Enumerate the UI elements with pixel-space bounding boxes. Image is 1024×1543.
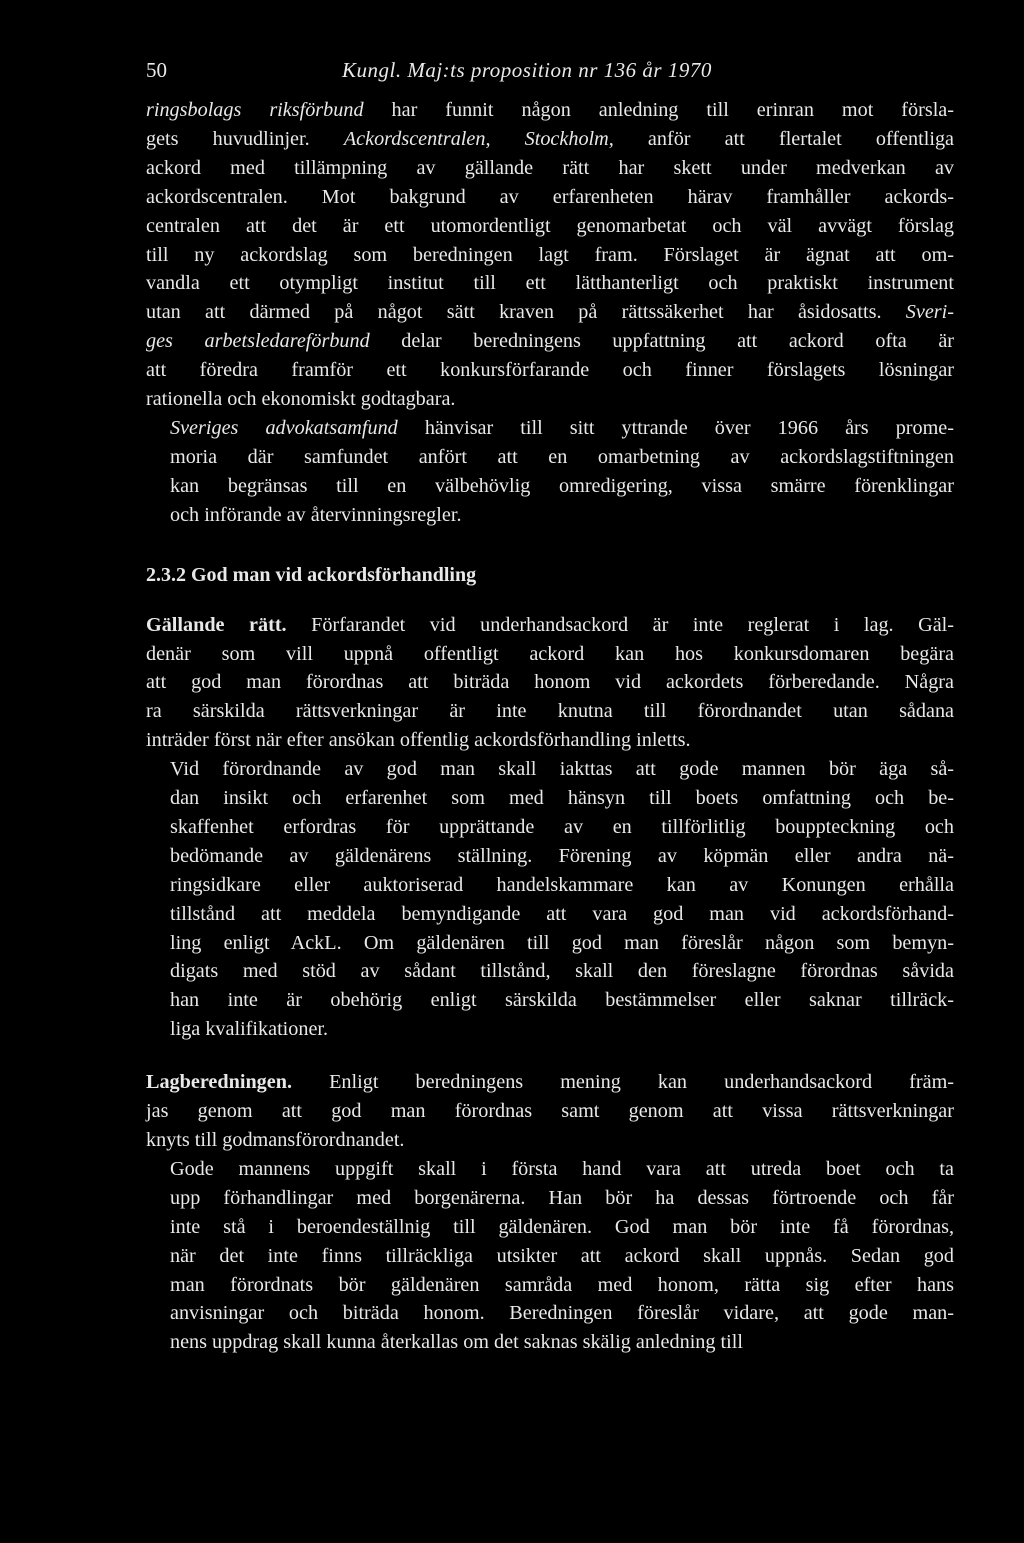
section-heading: 2.3.2 God man vid ackordsförhandling (146, 563, 477, 586)
paragraph (146, 1155, 954, 1357)
paragraph (146, 414, 954, 530)
text-line (146, 96, 954, 125)
text-run: och införande av återvinningsregler. (170, 503, 462, 526)
text-run: upp förhandlingar med borgenärerna. Han bör ha dessas förtroende och får (170, 1186, 954, 1209)
text-line (146, 414, 954, 443)
text-line (146, 443, 954, 472)
text-run: ling enligt AckL. Om gäldenären till god man föreslår någon som bemyn- (170, 931, 954, 954)
text-line (146, 1299, 954, 1328)
text-run: han inte är obehörig enligt särskilda bestämmelser eller saknar tillräck- (170, 989, 954, 1012)
text-line (146, 154, 954, 183)
text-run: har funnit någon anledning till erinran mot försla- (363, 99, 954, 121)
text-line (146, 726, 954, 755)
later-paragraphs (146, 1068, 954, 1357)
page-number: 50 (146, 58, 167, 82)
paragraph (146, 1068, 954, 1155)
text-run: att föredra framför ett konkursförfarande och finner förslagets lösningar (146, 359, 954, 382)
text-line (146, 1155, 954, 1184)
text-line (146, 212, 954, 241)
text-line (146, 1242, 954, 1271)
text-run: digats med stöd av sådant tillstånd, skall den föreslagne förordnas såvida (170, 960, 954, 983)
text-line (146, 755, 954, 784)
text-line (146, 327, 954, 356)
text-run: Förfarandet vid underhandsackord är inte reglerat i lag. Gäl- (286, 613, 954, 636)
publication-title: Kungl. Maj:ts proposition nr 136 år 1970 (342, 58, 712, 82)
text-line (146, 986, 954, 1015)
text-line (146, 298, 954, 327)
running-head (146, 52, 954, 88)
text-line (146, 611, 954, 640)
text-run: utan att därmed på något sätt kraven på rättssäkerhet har åsidosatts. (146, 301, 906, 324)
text-line (146, 1328, 954, 1357)
opening-paragraphs (146, 96, 954, 530)
text-line (146, 269, 954, 298)
text-run: vandla ett otympligt institut till ett lätthanterligt och praktiskt instrument (146, 272, 954, 295)
paragraph (146, 611, 954, 756)
paragraph-gap (146, 1044, 954, 1068)
text-line (146, 472, 954, 501)
paragraph (146, 96, 954, 414)
text-line (146, 1097, 954, 1126)
text-run: centralen att det är ett utomordentligt genomarbetat och väl avvägt förslag (146, 214, 954, 237)
italic-text: ringsbolags riksförbund (146, 99, 364, 121)
text-run: gets huvudlinjer. (146, 127, 344, 150)
section-paragraphs (146, 611, 954, 1045)
text-run: knyts till godmansförordnandet. (146, 1129, 405, 1151)
text-line (146, 501, 954, 530)
text-line (146, 241, 954, 270)
body-text (146, 96, 954, 1357)
text-line (146, 668, 954, 697)
italic-text: ges arbetsledareförbund (146, 330, 370, 353)
text-run: man förordnats bör gäldenären samråda med honom, rätta sig efter hans (170, 1273, 954, 1296)
text-run: bedömande av gäldenärens ställning. Förening av köpmän eller andra nä- (170, 844, 954, 867)
text-run: tillstånd att meddela bemyndigande att vara god man vid ackordsförhand- (170, 902, 954, 925)
text-run: Gode mannens uppgift skall i första hand vara att utreda boet och ta (170, 1157, 954, 1180)
text-run: inte stå i beroendeställnig till gäldenären. God man bör inte få förordnas, (170, 1215, 954, 1238)
text-line (146, 929, 954, 958)
text-run: kan begränsas till en välbehövlig omredigering, vissa smärre förenklingar (170, 474, 954, 497)
text-run: när det inte finns tillräckliga utsikter att ackord skall uppnås. Sedan god (170, 1244, 954, 1267)
text-line (146, 871, 954, 900)
text-run: delar beredningens uppfattning att ackord ofta är (369, 330, 954, 353)
text-run: till ny ackordslag som beredningen lagt fram. Förslaget är ägnat att om- (146, 243, 954, 266)
text-line (146, 842, 954, 871)
text-run: skaffenhet erfordras för upprättande av en tillförlitlig bouppteckning och (170, 815, 954, 838)
text-run: att god man förordnas att biträda honom vid ackordets förberedande. Några (146, 671, 954, 694)
text-line (146, 1213, 954, 1242)
italic-text: Sveri- (905, 301, 954, 324)
text-line (146, 1271, 954, 1300)
italic-text: Ackordscentralen, Stockholm, (343, 127, 614, 150)
text-run: liga kvalifikationer. (170, 1018, 329, 1041)
text-line (146, 1184, 954, 1213)
text-line (146, 813, 954, 842)
text-line (146, 1015, 954, 1044)
text-line (146, 957, 954, 986)
text-run: ackordscentralen. Mot bakgrund av erfarenheten härav framhåller ackords- (146, 185, 954, 208)
text-line (146, 385, 954, 414)
text-run: Enligt beredningens mening kan underhandsackord främ- (292, 1071, 954, 1094)
text-line (146, 900, 954, 929)
text-run: nens uppdrag skall kunna återkallas om det saknas skälig anledning till (170, 1331, 743, 1354)
text-run: dan insikt och erfarenhet som med hänsyn till boets omfattning och be- (170, 787, 954, 810)
text-run: jas genom att god man förordnas samt genom att vissa rättsverkningar (146, 1100, 954, 1123)
text-line (146, 697, 954, 726)
text-run: denär som vill uppnå offentligt ackord kan hos konkursdomaren begära (146, 642, 954, 665)
run-in-heading: Gällande rätt. (146, 613, 287, 636)
text-run: anför att flertalet offentliga (613, 127, 954, 150)
text-run: rationella och ekonomiskt godtagbara. (146, 388, 456, 411)
text-run: Vid förordnande av god man skall iakttas att gode mannen bör äga så- (170, 758, 954, 781)
text-line (146, 183, 954, 212)
text-line (146, 356, 954, 385)
text-run: ringsidkare eller auktoriserad handelskammare kan av Konungen erhålla (170, 873, 954, 896)
run-in-heading: Lagberedningen. (146, 1071, 293, 1094)
paragraph (146, 755, 954, 1044)
text-line (146, 125, 954, 154)
text-run: anvisningar och biträda honom. Beredningen föreslår vidare, att gode man- (170, 1302, 954, 1325)
text-line (146, 1126, 954, 1155)
text-run: ra särskilda rättsverkningar är inte knutna till förordnandet utan sådana (146, 700, 954, 723)
text-run: hänvisar till sitt yttrande över 1966 års prome- (397, 416, 954, 439)
text-line (146, 1068, 954, 1097)
text-line (146, 784, 954, 813)
text-run: ackord med tillämpning av gällande rätt har skett under medverkan av (146, 156, 954, 179)
text-run: moria där samfundet anfört att en omarbetning av ackordslagstiftningen (170, 445, 954, 468)
text-line (146, 640, 954, 669)
italic-text: Sveriges advokatsamfund (170, 416, 398, 439)
text-run: inträder först när efter ansökan offentlig ackordsförhandling inletts. (146, 729, 691, 752)
document-page (146, 52, 954, 1357)
